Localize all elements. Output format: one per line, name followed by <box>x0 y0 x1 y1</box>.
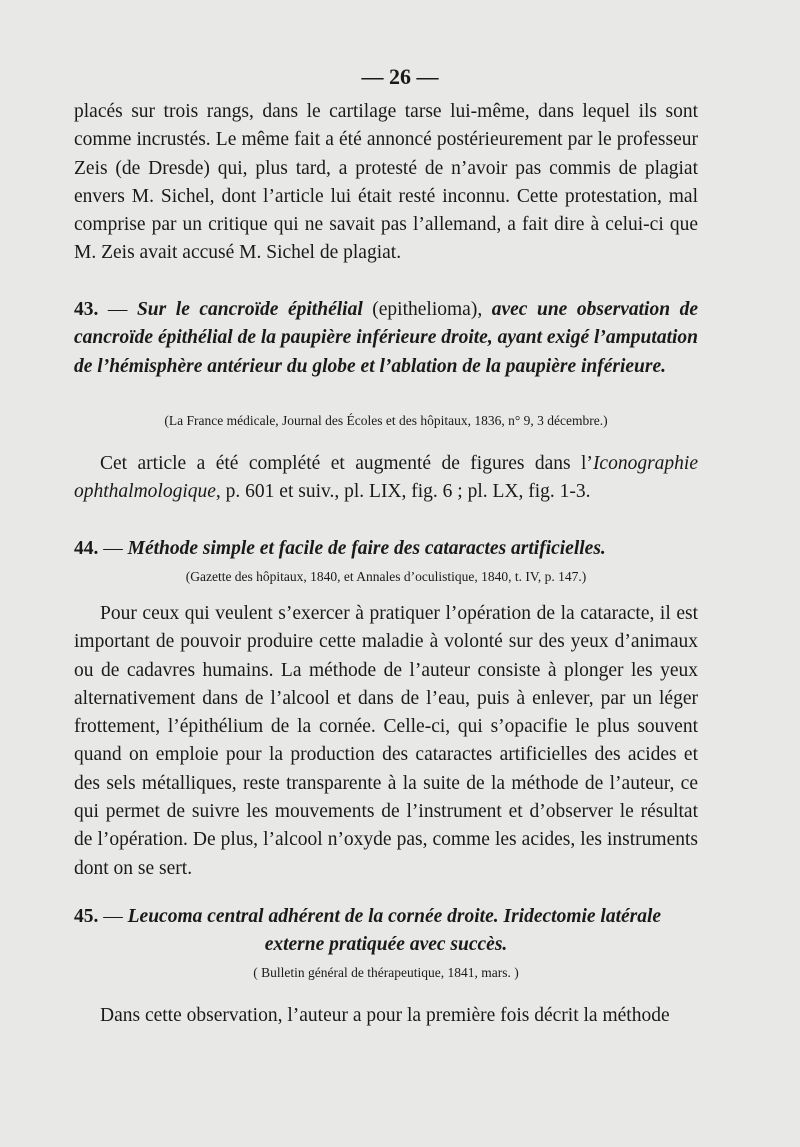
entry-dash: — <box>98 299 137 320</box>
entry-44-text: Pour ceux qui veulent s’exercer à pratiquer l’opération de la cataracte, il est important de pouvoir produire cette maladie à volonté sur des yeux d’animaux ou de cadavres humains. La méthode de l’auteur consiste à plonger les yeux alternativement dans de l’alcool et dans de l’eau, puis à enlever, par un léger frottement, l’épithélium de la cornée. Celle-ci, qui s’opacifie le plus souvent quand on emploie pour la production des cataractes artificielles des acides et des sels métalliques, reste transparente à la suite de la méthode de l’auteur, ce qui permet de suivre les mouvements de l’instrument et d’observer le résultat de l’opération. De plus, l’alcool n’oxyde pas, comme les acides, les instruments dont on se sert. <box>74 603 698 879</box>
entry-title: Leucoma central adhérent de la cornée droite. Iridectomie latérale <box>127 906 662 927</box>
entry-44-body <box>74 600 698 883</box>
note-part: Cet article a été complété et augmenté de figures dans l’ <box>100 453 593 474</box>
entry-title-rest: avec une observation de cancroïde épithélial de la paupière inférieure droite, ayant exigé l’amputation de l’hémisphère antérieur du globe et l’ablation de la paupière inférieure. <box>74 299 698 377</box>
entry-44 <box>74 535 698 563</box>
paragraph-text: placés sur trois rangs, dans le cartilage tarse lui-même, dans lequel ils sont comme incrustés. Le même fait a été annoncé postérieurement par le professeur Zeis (de Dresde) qui, plus tard, a protesté de n’avoir pas commis de plagiat envers M. Sichel, dont l’article lui était resté inconnu. Cette protestation, mal comprise par un critique qui ne savait pas l’allemand, a fait dire à celui-ci que M. Zeis avait accusé M. Sichel de plagiat. <box>74 101 698 264</box>
entry-45-heading <box>74 903 698 931</box>
note-part: , p. 601 et suiv., pl. LIX, fig. 6 ; pl. LX, fig. 1-3. <box>215 481 591 503</box>
entry-44-source-wrap <box>74 569 698 585</box>
entry-number: 45. <box>74 906 99 927</box>
entry-title: Sur le cancroïde épithélial <box>136 299 363 320</box>
entry-45-text: Dans cette observation, l’auteur a pour la première fois décrit la méthode <box>100 1005 670 1026</box>
entry-44-source: (Gazette des hôpitaux, 1840, et Annales d’oculistique, 1840, t. IV, p. 147.) <box>185 569 587 584</box>
entry-43-note <box>74 450 698 507</box>
paragraph-continuation <box>74 98 698 268</box>
entry-43-source-wrap <box>74 413 698 429</box>
entry-43-source: (La France médicale, Journal des Écoles et des hôpitaux, 1836, n° 9, 3 décembre.) <box>164 413 608 428</box>
entry-45-title-line2: externe pratiquée avec succès. <box>264 934 508 956</box>
entry-title: Méthode simple et facile de faire des cataractes artificielles. <box>127 538 606 559</box>
entry-44-heading <box>74 535 698 563</box>
entry-number: 43. <box>74 299 99 320</box>
note-text <box>74 450 698 507</box>
entry-45-source-wrap <box>74 965 698 981</box>
entry-dash: — <box>98 906 128 927</box>
entry-45-source: ( Bulletin général de thérapeutique, 1841, mars. ) <box>253 965 519 980</box>
page-number: — 26 — <box>361 64 439 89</box>
entry-45 <box>74 903 698 959</box>
entry-43-heading <box>74 296 698 381</box>
entry-number: 44. <box>74 538 99 559</box>
entry-43 <box>74 296 698 381</box>
note-italic: Iconographie ophthalmologique <box>74 453 698 503</box>
entry-dash: — <box>98 538 128 559</box>
entry-title-plain: (epithelioma), <box>362 299 492 320</box>
entry-45-body <box>74 1002 698 1030</box>
